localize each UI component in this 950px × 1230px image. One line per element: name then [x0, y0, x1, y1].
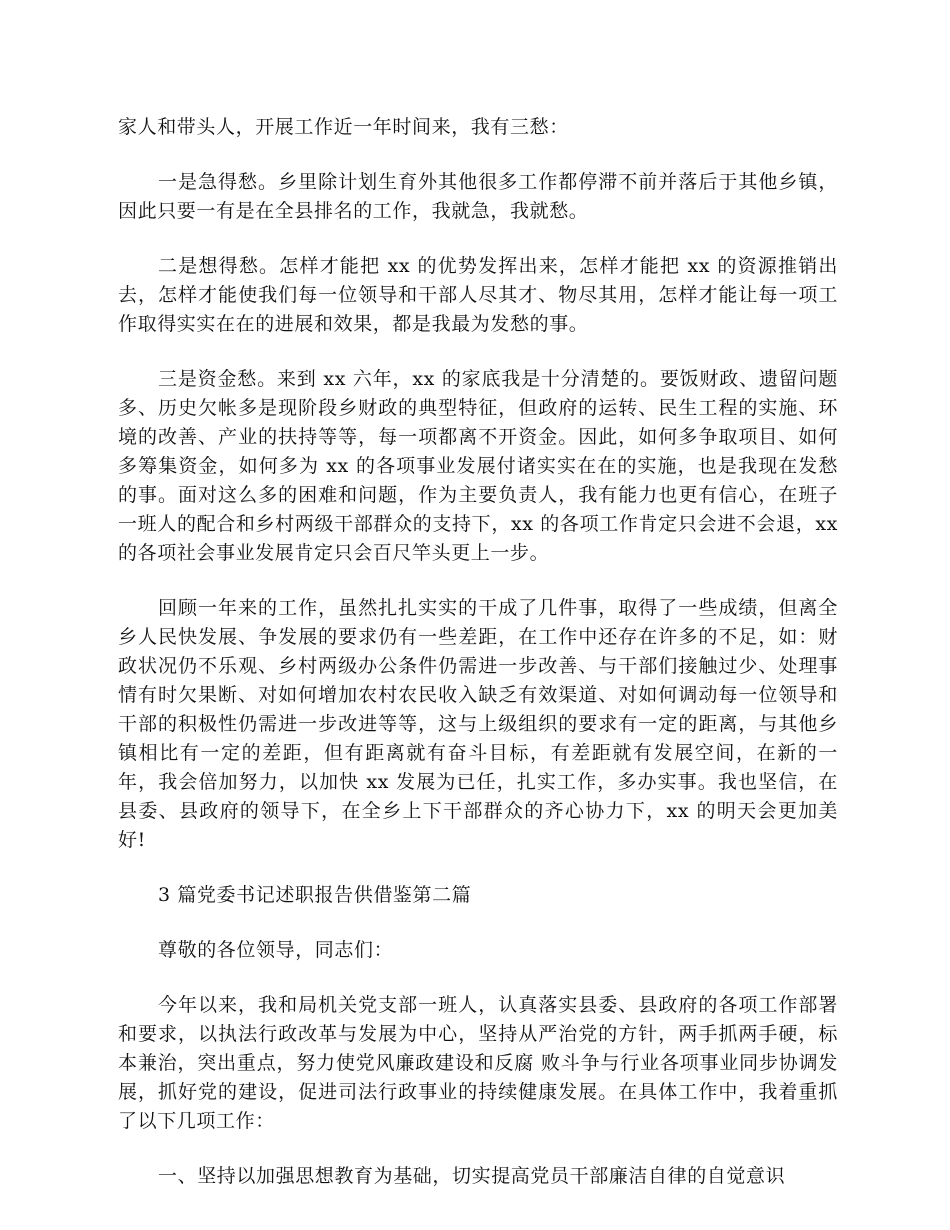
paragraph-worry-urgency: 一是急得愁。乡里除计划生育外其他很多工作都停滞不前并落后于其他乡镇，因此只要一有是在全县排名的工作，我就急，我就愁。	[118, 171, 838, 222]
paragraph-point-one: 一、坚持以加强思想教育为基础，切实提高党员干部廉洁自律的自觉意识	[158, 1165, 786, 1187]
paragraph-intro: 今年以来，我和局机关党支部一班人，认真落实县委、县政府的各项工作部署和要求，以执法行政改革与发展为中心，坚持从严治党的方针，两手抓两手硬，标本兼治，突出重点，努力使党风廉政建设和反腐 败斗争与行业各项事业同步协调发展，抓好党的建设，促进司法行政事业的持续健康发展。在具体工作中，我着重抓了以下几项工作：	[118, 994, 838, 1132]
paragraph-continuation: 家人和带头人，开展工作近一年时间来，我有三愁：	[118, 116, 569, 138]
paragraph-worry-thinking: 二是想得愁。怎样才能把 xx 的优势发挥出来，怎样才能把 xx 的资源推销出去，怎样才能使我们每一位领导和干部人尽其才、物尽其用，怎样才能让每一项工作取得实实在在的进展和效果，都是我最为发愁的事。	[118, 255, 838, 335]
paragraph-review: 回顾一年来的工作，虽然扎扎实实的干成了几件事，取得了一些成绩，但离全乡人民快发展、争发展的要求仍有一些差距，在工作中还存在许多的不足，如：财政状况仍不乐观、乡村两级办公条件仍需进一步改善、与干部们接触过少、处理事情有时欠果断、对如何增加农村农民收入缺乏有效渠道、对如何调动每一位领导和干部的积极性仍需进一步改进等等，这与上级组织的要求有一定的距离，与其他乡镇相比有一定的差距，但有距离就有奋斗目标，有差距就有发展空间，在新的一年，我会倍加努力，以加快 xx 发展为已任，扎实工作，多办实事。我也坚信，在县委、县政府的领导下，在全乡上下干部群众的齐心协力下，xx 的明天会更加美好!	[118, 597, 838, 851]
salutation: 尊敬的各位领导，同志们：	[158, 939, 394, 961]
paragraph-worry-funding: 三是资金愁。来到 xx 六年，xx 的家底我是十分清楚的。要饭财政、遗留问题多、历史欠帐多是现阶段乡财政的典型特征，但政府的运转、民生工程的实施、环境的改善、产业的扶持等等，每一项都离不开资金。因此，如何多争取项目、如何多筹集资金，如何多为 xx 的各项事业发展付诸实实在在的实施，也是我现在发愁的事。面对这么多的困难和问题，作为主要负责人，我有能力也更有信心，在班子一班人的配合和乡村两级干部群众的支持下，xx 的各项工作肯定只会进不会退，xx 的各项社会事业发展肯定只会百尺竿头更上一步。	[118, 368, 838, 564]
document-page	[118, 113, 838, 1217]
section-title: 3 篇党委书记述职报告供借鉴第二篇	[158, 884, 472, 906]
